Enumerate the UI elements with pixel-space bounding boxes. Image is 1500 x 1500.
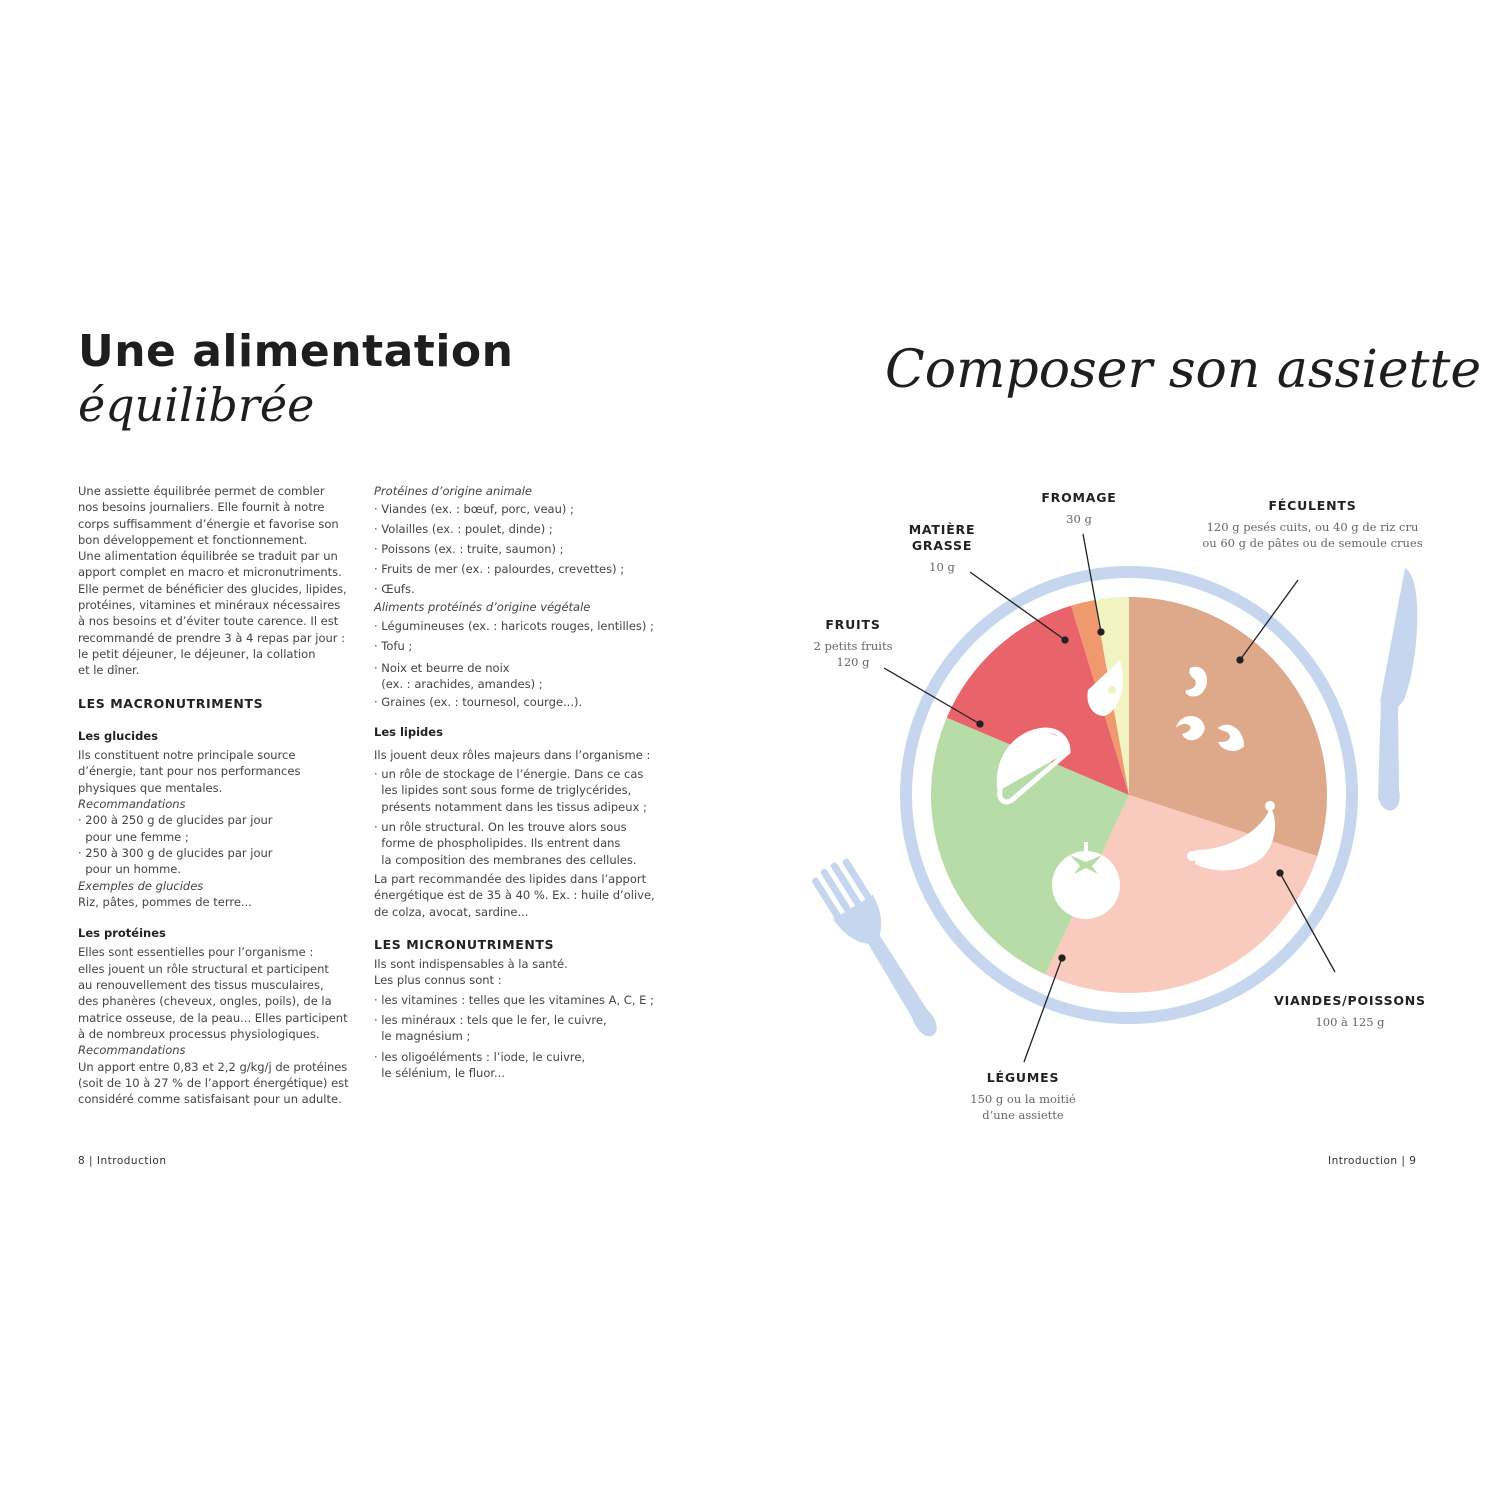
glucides-line: physiques que mentales. <box>78 780 223 795</box>
glucides-line: d’énergie, tant pour nos performances <box>78 764 301 779</box>
lipides-item: présents notamment dans les tissus adipeux ; <box>374 799 647 814</box>
lipides-item: forme de phospholipides. Ils entrent dans <box>374 836 621 851</box>
intro-line: le petit déjeuner, le déjeuner, la collation <box>78 646 316 661</box>
label-viandes-poissons <box>1262 993 1438 1030</box>
label-title: GRASSE <box>911 538 973 553</box>
lipides-item: les lipides sont sous forme de triglycérides, <box>374 783 632 798</box>
proteines-line: matrice osseuse, de la peau... Elles participent <box>78 1010 348 1025</box>
proteines-reco: Un apport entre 0,83 et 2,2 g/kg/j de protéines <box>78 1059 348 1074</box>
animal-item: · Volailles (ex. : poulet, dinde) ; <box>374 522 553 537</box>
footer-left: 8 | Introduction <box>78 1155 167 1167</box>
micro-item: · les vitamines : telles que les vitamines A, C, E ; <box>374 992 654 1007</box>
lipides-intro: Ils jouent deux rôles majeurs dans l’organisme : <box>374 747 651 762</box>
heading-glucides: Les glucides <box>78 728 158 743</box>
vegetal-item: · Noix et beurre de noix <box>374 660 510 675</box>
pie-slices <box>931 597 1327 993</box>
lipides-part: énergétique est de 35 à 40 %. Ex. : huile d’olive, <box>374 888 655 903</box>
lipides-part: La part recommandée des lipides dans l’apport <box>374 871 647 886</box>
proteines-line: Elles sont essentielles pour l’organisme : <box>78 945 314 960</box>
exemples-label: Exemples de glucides <box>78 878 204 893</box>
label-legumes <box>958 1070 1088 1123</box>
recommandations-label: Recommandations <box>78 797 186 812</box>
label-sub: 100 à 125 g <box>1315 1015 1385 1029</box>
intro-line: Elle permet de bénéficier des glucides, lipides, <box>78 581 347 596</box>
label-sub: 120 g <box>836 655 870 669</box>
label-sub: 120 g pesés cuits, ou 40 g de riz cru <box>1206 520 1419 534</box>
intro-line: recommandé de prendre 3 à 4 repas par jour : <box>78 630 346 645</box>
glucides-reco: · 200 à 250 g de glucides par jour <box>78 813 273 828</box>
micro-item: · les oligoéléments : l’iode, le cuivre, <box>374 1049 586 1064</box>
lipides-item: · un rôle structural. On les trouve alors sous <box>374 820 627 835</box>
label-sub: 10 g <box>929 560 955 574</box>
label-fruits <box>800 617 906 670</box>
micro-item: · les minéraux : tels que le fer, le cuivre, <box>374 1013 607 1028</box>
proteines-line: au renouvellement des tissus musculaires, <box>78 978 324 993</box>
page-title: Une alimentation <box>78 326 514 377</box>
intro-line: bon développement et fonctionnement. <box>78 532 308 547</box>
left-column-1 <box>78 483 363 1107</box>
intro-line: Une assiette équilibrée permet de combler <box>78 484 325 498</box>
label-sub: 2 petits fruits <box>813 639 893 653</box>
micro-item: le magnésium ; <box>374 1029 471 1044</box>
intro-text <box>78 483 363 679</box>
section-heading-macronutriments: LES MACRONUTRIMENTS <box>78 695 264 711</box>
intro-line: et le dîner. <box>78 663 140 678</box>
label-title: FRUITS <box>825 617 881 632</box>
label-title: FÉCULENTS <box>1268 498 1357 513</box>
proteines-reco: considéré comme satisfaisant pour un adulte. <box>78 1092 342 1107</box>
recommandations-label: Recommandations <box>78 1043 186 1058</box>
intro-line: Une alimentation équilibrée se traduit par un <box>78 549 338 564</box>
label-title: MATIÈRE <box>908 522 976 537</box>
animal-item: · Poissons (ex. : truite, saumon) ; <box>374 542 564 557</box>
heading-proteines: Les protéines <box>78 926 166 941</box>
section-heading-micronutriments: LES MICRONUTRIMENTS <box>374 936 555 952</box>
animal-item: · Œufs. <box>374 582 415 597</box>
vegetal-item: · Tofu ; <box>374 638 413 653</box>
vegetal-item: · Graines (ex. : tournesol, courge...). <box>374 694 583 709</box>
label-fromage <box>1020 490 1138 527</box>
intro-line: apport complet en macro et micronutriments. <box>78 565 342 580</box>
lipides-item: la composition des membranes des cellules. <box>374 852 637 867</box>
vegetal-item: (ex. : arachides, amandes) ; <box>374 676 543 691</box>
label-matiere-grasse <box>892 522 992 575</box>
label-title: FROMAGE <box>1041 490 1117 505</box>
label-feculents <box>1190 498 1435 551</box>
glucides-reco: pour une femme ; <box>78 829 189 844</box>
lipides-part: de colza, avocat, sardine... <box>374 904 529 919</box>
footer-right: Introduction | 9 <box>1328 1155 1417 1167</box>
micro-intro: Les plus connus sont : <box>374 973 502 988</box>
animal-item: · Fruits de mer (ex. : palourdes, crevettes) ; <box>374 562 625 577</box>
proteines-line: des phanères (cheveux, ongles, poils), de la <box>78 994 332 1009</box>
left-column-2 <box>374 483 664 1081</box>
plate-diagram <box>780 480 1480 1140</box>
vegetal-label: Aliments protéinés d’origine végétale <box>374 600 591 615</box>
intro-line: nos besoins journaliers. Elle fournit à notre <box>78 500 325 515</box>
glucides-line: Ils constituent notre principale source <box>78 748 296 763</box>
label-title: VIANDES/POISSONS <box>1274 993 1426 1008</box>
page-subtitle: équilibrée <box>78 378 315 432</box>
knife-icon <box>1378 568 1417 810</box>
glucides-reco: pour un homme. <box>78 862 182 877</box>
intro-line: corps suffisamment d’énergie et favorise son <box>78 516 339 531</box>
proteines-line: à de nombreux processus physiologiques. <box>78 1026 320 1041</box>
fork-icon <box>808 854 953 1048</box>
vegetal-item: · Légumineuses (ex. : haricots rouges, lentilles) ; <box>374 618 654 633</box>
intro-line: à nos besoins et d’éviter toute carence. Il est <box>78 614 339 629</box>
label-title: LÉGUMES <box>986 1070 1060 1085</box>
label-sub: 150 g ou la moitié <box>970 1092 1076 1106</box>
exemples-text: Riz, pâtes, pommes de terre... <box>78 894 252 909</box>
heading-lipides: Les lipides <box>374 724 443 739</box>
glucides-reco: · 250 à 300 g de glucides par jour <box>78 845 273 860</box>
animal-item: · Viandes (ex. : bœuf, porc, veau) ; <box>374 502 574 517</box>
micro-item: le sélénium, le fluor... <box>374 1065 505 1080</box>
lipides-item: · un rôle de stockage de l’énergie. Dans ce cas <box>374 767 644 782</box>
animal-label: Protéines d’origine animale <box>374 484 532 498</box>
micro-intro: Ils sont indispensables à la santé. <box>374 957 568 972</box>
proteines-reco: (soit de 10 à 27 % de l’apport énergétique) est <box>78 1075 349 1090</box>
label-sub: d’une assiette <box>982 1108 1064 1122</box>
intro-line: protéines, vitamines et minéraux nécessaires <box>78 598 341 613</box>
right-page-title: Composer son assiette <box>885 340 1482 400</box>
label-sub: ou 60 g de pâtes ou de semoule crues <box>1202 536 1423 550</box>
proteines-line: elles jouent un rôle structural et participent <box>78 961 329 976</box>
label-sub: 30 g <box>1066 512 1092 526</box>
